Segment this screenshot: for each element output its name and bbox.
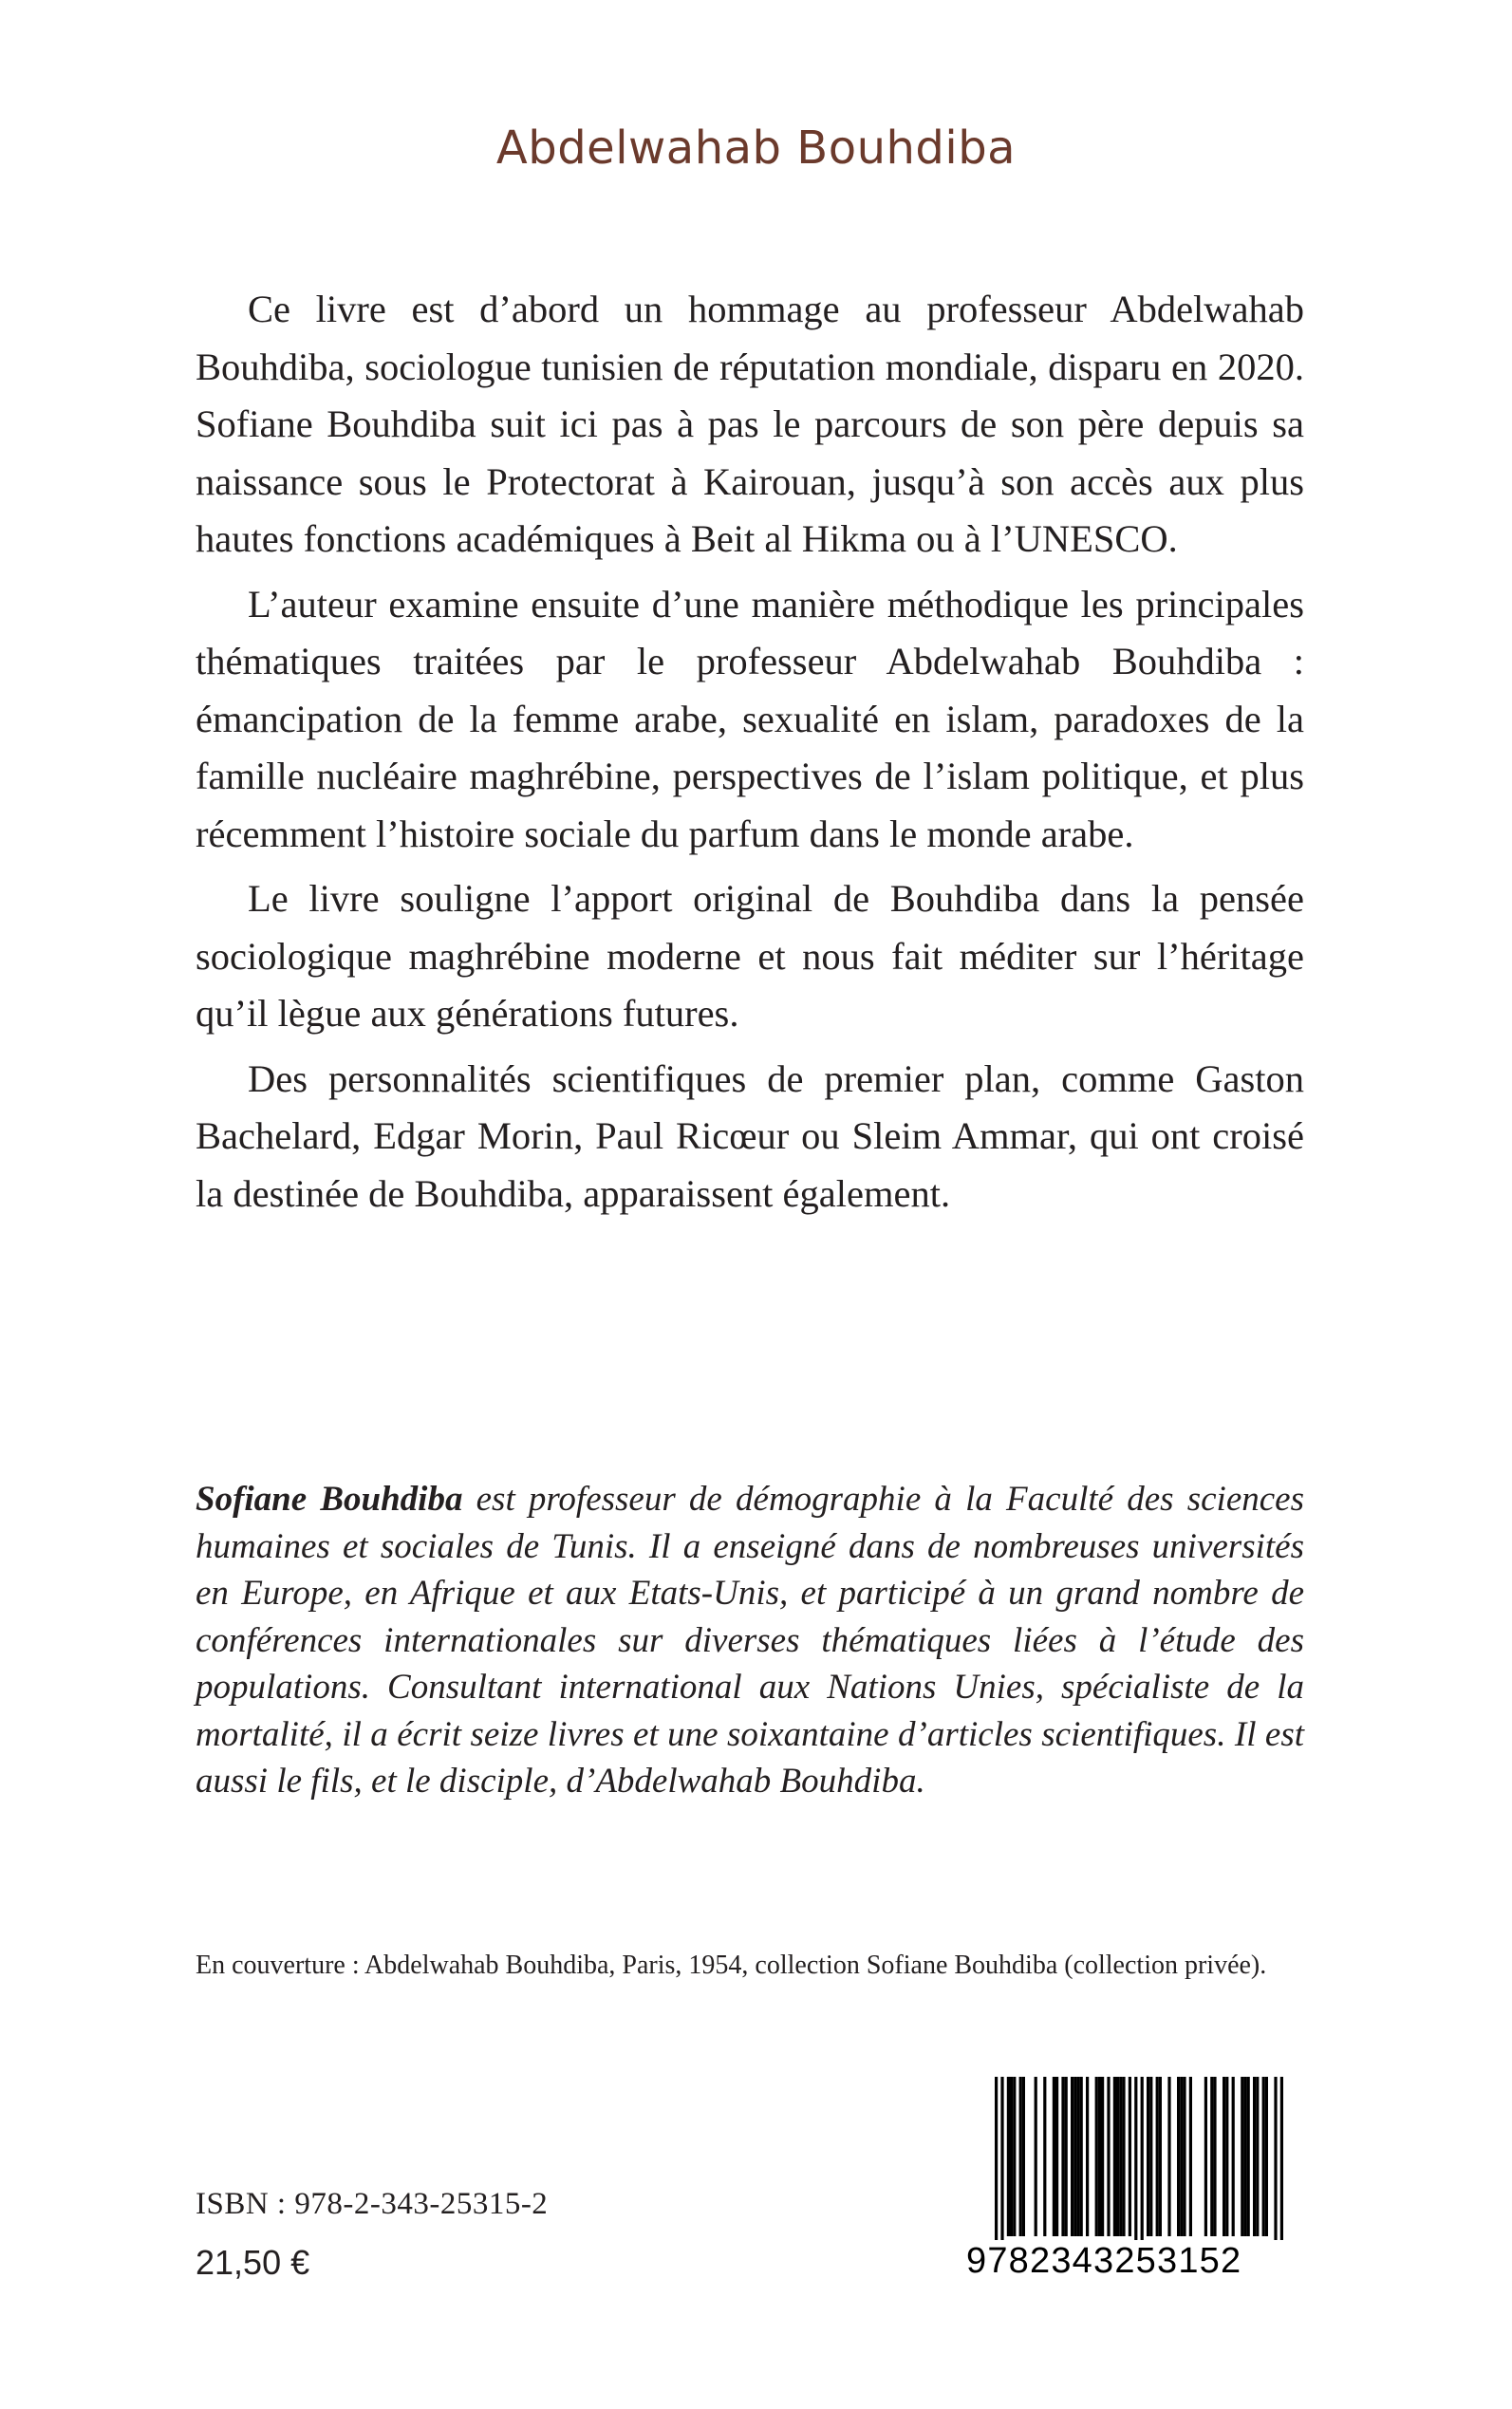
- barcode-bar: [1043, 2077, 1046, 2236]
- barcode-bar: [1022, 2077, 1025, 2236]
- barcode-bars: [966, 2077, 1289, 2240]
- barcode-bar: [1053, 2077, 1055, 2236]
- barcode-bar: [1134, 2077, 1137, 2240]
- barcode-bar: [1116, 2077, 1119, 2236]
- barcode-bar: [1204, 2077, 1207, 2236]
- barcode-bar: [995, 2077, 998, 2240]
- bio-author-name: Sofiane Bouhdiba: [196, 1480, 463, 1519]
- bio-text: est professeur de démographie à la Faculté des sciences humaines et sociales de Tunis. Il a enseigné dans de nombreuses universités en Europe, en Afrique et aux Etats-Unis, et participé à un grand nombre de conférences internationales sur diverses thématiques liées à l’étude des populations. Consultant international aux Nations Unies, spécialiste de la mortalité, il a écrit seize livres et une soixantaine d’articles scientifiques. Il est aussi le fils, et le disciple, d’Abdelwahab Bouhdiba.: [196, 1480, 1304, 1801]
- cover-credit: En couverture : Abdelwahab Bouhdiba, Paris, 1954, collection Sofiane Bouhdiba (collection privée).: [196, 1951, 1267, 1980]
- barcode-bar: [1159, 2077, 1162, 2236]
- barcode-bar: [1223, 2077, 1225, 2236]
- barcode-bar: [1262, 2077, 1265, 2236]
- price: 21,50 €: [196, 2243, 310, 2282]
- barcode-bar: [1183, 2077, 1185, 2236]
- summary-paragraph: Des personnalités scientifiques de premier plan, comme Gaston Bachelard, Edgar Morin, Paul Ricœur ou Sleim Ammar, qui ont croisé la destinée de Bouhdiba, apparaissent également.: [196, 1056, 1304, 1215]
- barcode-bar: [1065, 2077, 1068, 2236]
- barcode-bar: [1189, 2077, 1192, 2236]
- barcode-bar: [1107, 2077, 1110, 2236]
- barcode-bar: [1180, 2077, 1183, 2236]
- barcode: [966, 2077, 1289, 2305]
- barcode-bar: [1232, 2077, 1235, 2236]
- barcode-bar: [1113, 2077, 1116, 2236]
- barcode-bar: [1213, 2077, 1216, 2236]
- barcode-bar: [1119, 2077, 1122, 2236]
- barcode-bar: [1122, 2077, 1125, 2236]
- barcode-bar: [1073, 2077, 1076, 2236]
- barcode-bar: [1177, 2077, 1180, 2236]
- barcode-bar: [1000, 2077, 1003, 2240]
- barcode-bar: [1076, 2077, 1079, 2236]
- barcode-bar: [1019, 2077, 1022, 2236]
- summary-paragraph: Ce livre est d’abord un hommage au professeur Abdelwahab Bouhdiba, sociologue tunisien de réputation mondiale, disparu en 2020. Sofiane Bouhdiba suit ici pas à pas le parcours de son père depuis sa naissance sous le Protectorat à Kairouan, jusqu’à son accès aux plus hautes fonctions académiques à Beit al Hikma ou à l’UNESCO.: [196, 288, 1304, 560]
- barcode-bar: [1007, 2077, 1010, 2236]
- barcode-bar: [1098, 2077, 1101, 2236]
- barcode-bar: [1095, 2077, 1098, 2236]
- summary-paragraph: L’auteur examine ensuite d’une manière méthodique les principales thématiques traitées par le professeur Abdelwahab Bouhdiba : émancipation de la femme arabe, sexualité en islam, paradoxes de la famille nucléaire maghrébine, perspectives de l’islam politique, et plus récemment l’histoire sociale du parfum dans le monde arabe.: [196, 582, 1304, 855]
- barcode-bar: [1156, 2077, 1159, 2236]
- barcode-bar: [1167, 2077, 1170, 2236]
- barcode-bar: [1071, 2077, 1073, 2236]
- barcode-bar: [1055, 2077, 1058, 2236]
- barcode-bar: [1086, 2077, 1089, 2236]
- barcode-bar: [1243, 2077, 1246, 2236]
- barcode-bar: [1265, 2077, 1268, 2236]
- barcode-bar: [1013, 2077, 1016, 2236]
- barcode-bar: [1225, 2077, 1228, 2236]
- back-cover-summary: [196, 281, 1304, 1230]
- barcode-bar: [1010, 2077, 1013, 2236]
- barcode-bar: [1280, 2077, 1283, 2240]
- barcode-bar: [1080, 2077, 1083, 2236]
- barcode-bar: [1253, 2077, 1256, 2236]
- author-bio: [196, 1476, 1304, 1805]
- barcode-bar: [1241, 2077, 1243, 2236]
- author-name-title: Abdelwahab Bouhdiba: [495, 121, 1017, 175]
- barcode-bar: [1141, 2077, 1144, 2240]
- barcode-digits: 9782343253152: [966, 2241, 1242, 2281]
- barcode-bar: [1101, 2077, 1104, 2236]
- barcode-bar: [1247, 2077, 1250, 2236]
- barcode-bar: [1035, 2077, 1037, 2236]
- barcode-bar: [1274, 2077, 1277, 2240]
- barcode-bar: [1210, 2077, 1213, 2236]
- barcode-bar: [1256, 2077, 1259, 2236]
- barcode-bar: [1147, 2077, 1149, 2236]
- isbn-number: ISBN : 978-2-343-25315-2: [196, 2187, 549, 2221]
- barcode-bar: [1061, 2077, 1064, 2236]
- barcode-bar: [1149, 2077, 1152, 2236]
- barcode-bar: [1129, 2077, 1131, 2236]
- summary-paragraph: Le livre souligne l’apport original de Bouhdiba dans la pensée sociologique maghrébine moderne et nous fait méditer sur l’héritage qu’il lègue aux générations futures.: [196, 877, 1304, 1035]
